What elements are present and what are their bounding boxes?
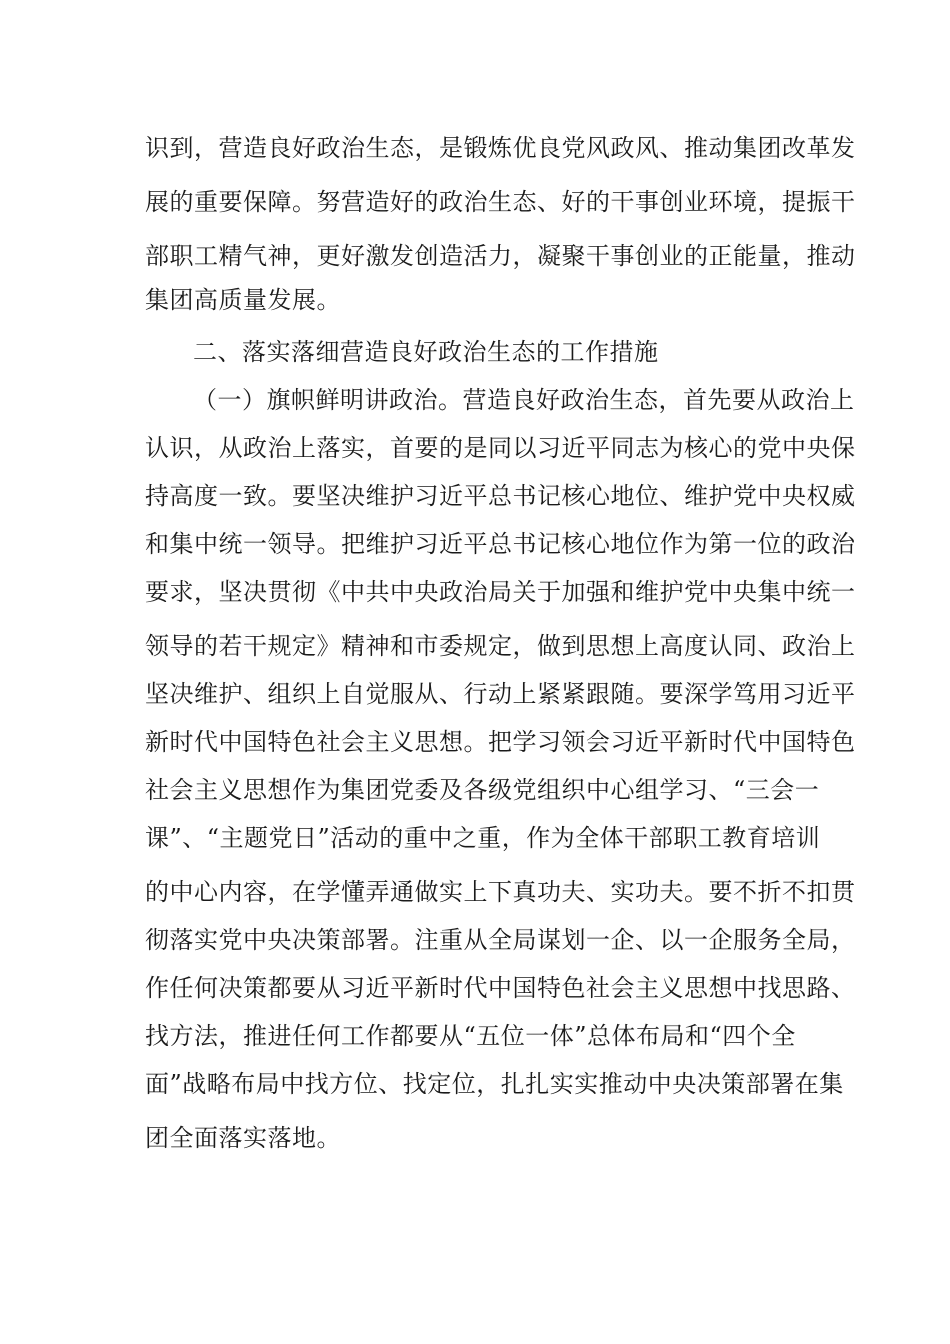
text-line: 识到，营造良好政治生态，是锻炼优良党风政风、推动集团改革发	[145, 134, 856, 162]
text-line: 要求，坚决贯彻《中共中央政治局关于加强和维护党中央集中统一	[145, 578, 856, 606]
text-line: （一）旗帜鲜明讲政治。营造良好政治生态，首先要从政治上	[193, 386, 855, 414]
text-line: 社会主义思想作为集团党委及各级党组织中心组学习、“三会一	[145, 776, 820, 804]
text-line: 面”战略布局中找方位、找定位，扎扎实实推动中央决策部署在集	[145, 1070, 844, 1098]
text-line: 展的重要保障。努营造好的政治生态、好的干事创业环境，提振干	[145, 188, 856, 216]
text-line: 部职工精气神，更好激发创造活力，凝聚干事创业的正能量，推动	[145, 242, 856, 270]
text-line: 的中心内容，在学懂弄通做实上下真功夫、实功夫。要不折不扣贯	[145, 878, 856, 906]
text-line: 找方法，推进任何工作都要从“五位一体”总体布局和“四个全	[145, 1022, 796, 1050]
text-line: 作任何决策都要从习近平新时代中国特色社会主义思想中找思路、	[145, 974, 856, 1002]
text-line: 和集中统一领导。把维护习近平总书记核心地位作为第一位的政治	[145, 530, 856, 558]
text-line: 持高度一致。要坚决维护习近平总书记核心地位、维护党中央权威	[145, 482, 856, 510]
text-line: 课”、“主题党日”活动的重中之重，作为全体干部职工教育培训	[145, 824, 821, 852]
text-line: 认识，从政治上落实，首要的是同以习近平同志为核心的党中央保	[145, 434, 856, 462]
text-line: 集团高质量发展。	[145, 286, 341, 314]
text-line: 团全面落实落地。	[145, 1124, 341, 1152]
text-line: 坚决维护、组织上自觉服从、行动上紧紧跟随。要深学笃用习近平	[145, 680, 856, 708]
text-line: 新时代中国特色社会主义思想。把学习领会习近平新时代中国特色	[145, 728, 856, 756]
section-heading: 二、落实落细营造良好政治生态的工作措施	[193, 338, 659, 366]
text-line: 领导的若干规定》精神和市委规定，做到思想上高度认同、政治上	[145, 632, 856, 660]
text-line: 彻落实党中央决策部署。注重从全局谋划一企、以一企服务全局，	[145, 926, 856, 954]
